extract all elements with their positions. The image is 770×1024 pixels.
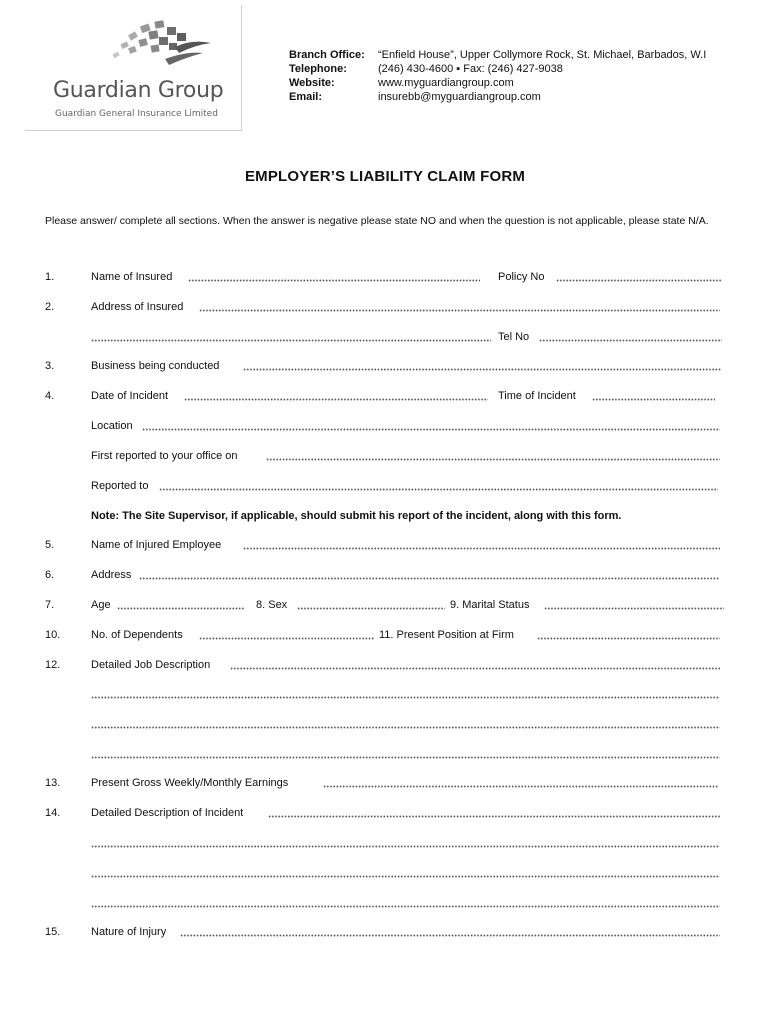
contact-value[interactable]: insurebb@myguardiangroup.com	[378, 91, 541, 103]
address-of-insured-field[interactable]	[199, 309, 720, 312]
row-job-description-3	[0, 716, 770, 732]
question-number: 1.	[45, 271, 55, 283]
injured-employee-label: Name of Injured Employee	[91, 539, 222, 551]
job-description-label: Detailed Job Description	[91, 659, 211, 671]
earnings-field[interactable]	[323, 785, 718, 788]
contact-label: Telephone:	[289, 63, 347, 75]
age-label: Age	[91, 599, 111, 611]
form-title: EMPLOYER’S LIABILITY CLAIM FORM	[244, 168, 526, 185]
row-reported-to	[0, 478, 770, 494]
address-field[interactable]	[139, 577, 719, 580]
question-number: 7.	[45, 599, 55, 611]
location-label: Location	[91, 420, 133, 432]
question-number: 6.	[45, 569, 55, 581]
job-description-field-line[interactable]	[91, 726, 720, 729]
row-address	[0, 567, 770, 583]
site-supervisor-note: Note: The Site Supervisor, if applicable, should submit his report of the incident, along with this form.	[91, 510, 622, 522]
dependents-field[interactable]	[199, 637, 375, 640]
incident-description-field-line[interactable]	[91, 875, 720, 878]
row-location	[0, 418, 770, 434]
job-description-field[interactable]	[230, 667, 720, 670]
address-of-insured-label: Address of Insured	[91, 301, 184, 313]
row-injured-employee	[0, 537, 770, 553]
policy-no-field[interactable]	[556, 279, 722, 282]
form-instructions: Please answer/ complete all sections. When the answer is negative please state NO and when the question is not applicable, please state N/A.	[45, 215, 709, 227]
guardian-logo-icon	[107, 17, 217, 77]
row-nature-of-injury	[0, 924, 770, 940]
row-address-of-insured	[0, 299, 770, 315]
question-number: 2.	[45, 301, 55, 313]
contact-label: Branch Office:	[289, 49, 365, 61]
first-reported-field[interactable]	[266, 458, 720, 461]
question-number: 12.	[45, 659, 61, 671]
business-field[interactable]	[243, 368, 722, 371]
incident-description-field[interactable]	[268, 815, 720, 818]
row-business	[0, 358, 770, 374]
name-of-insured-field[interactable]	[188, 279, 480, 282]
contact-label: Email:	[289, 91, 323, 103]
time-of-incident-field[interactable]	[592, 398, 715, 401]
job-description-field-line[interactable]	[91, 756, 720, 759]
logo-name: Guardian Group	[53, 78, 224, 103]
marital-status-label: 9. Marital Status	[450, 599, 530, 611]
nature-of-injury-label: Nature of Injury	[91, 926, 167, 938]
injured-employee-field[interactable]	[243, 547, 720, 550]
row-age-sex-marital	[0, 597, 770, 613]
row-incident-description	[0, 805, 770, 821]
marital-status-field[interactable]	[544, 607, 724, 610]
policy-no-label: Policy No	[498, 271, 545, 283]
row-job-description-4	[0, 746, 770, 762]
age-field[interactable]	[117, 607, 245, 610]
incident-description-field-line[interactable]	[91, 905, 720, 908]
row-job-description	[0, 657, 770, 673]
logo-box	[25, 5, 242, 131]
dependents-label: No. of Dependents	[91, 629, 183, 641]
present-position-field[interactable]	[537, 637, 720, 640]
row-date-of-incident	[0, 388, 770, 404]
row-incident-description-4	[0, 895, 770, 911]
job-description-field-line[interactable]	[91, 696, 720, 699]
question-number: 13.	[45, 777, 61, 789]
question-number: 3.	[45, 360, 55, 372]
row-address-continued	[0, 329, 770, 345]
row-job-description-2	[0, 686, 770, 702]
contact-label: Website:	[289, 77, 335, 89]
row-name-of-insured	[0, 269, 770, 285]
reported-to-label: Reported to	[91, 480, 149, 492]
tel-no-label: Tel No	[498, 331, 530, 343]
tel-no-field[interactable]	[539, 339, 722, 342]
location-field[interactable]	[142, 428, 720, 431]
date-of-incident-field[interactable]	[184, 398, 488, 401]
nature-of-injury-field[interactable]	[180, 934, 720, 937]
earnings-label: Present Gross Weekly/Monthly Earnings	[91, 777, 289, 789]
question-number: 5.	[45, 539, 55, 551]
contact-value[interactable]: www.myguardiangroup.com	[378, 77, 514, 89]
address-label: Address	[91, 569, 132, 581]
contact-value: “Enfield House”, Upper Collymore Rock, St. Michael, Barbados, W.I	[378, 49, 707, 61]
logo-subtitle: Guardian General Insurance Limited	[55, 109, 218, 119]
reported-to-field[interactable]	[159, 488, 718, 491]
row-incident-description-3	[0, 865, 770, 881]
contact-value: (246) 430-4600 ▪ Fax: (246) 427-9038	[378, 63, 563, 75]
row-earnings	[0, 775, 770, 791]
time-of-incident-label: Time of Incident	[498, 390, 576, 402]
first-reported-label: First reported to your office on	[91, 450, 238, 462]
sex-label: 8. Sex	[256, 599, 288, 611]
incident-description-label: Detailed Description of Incident	[91, 807, 244, 819]
address-continued-field[interactable]	[91, 339, 491, 342]
date-of-incident-label: Date of Incident	[91, 390, 169, 402]
question-number: 10.	[45, 629, 61, 641]
row-incident-description-2	[0, 835, 770, 851]
row-first-reported	[0, 448, 770, 464]
row-dependents-position	[0, 627, 770, 643]
question-number: 4.	[45, 390, 55, 402]
incident-description-field-line[interactable]	[91, 845, 720, 848]
question-number: 15.	[45, 926, 61, 938]
present-position-label: 11. Present Position at Firm	[379, 629, 514, 641]
name-of-insured-label: Name of Insured	[91, 271, 173, 283]
sex-field[interactable]	[297, 607, 445, 610]
question-number: 14.	[45, 807, 61, 819]
business-label: Business being conducted	[91, 360, 220, 372]
